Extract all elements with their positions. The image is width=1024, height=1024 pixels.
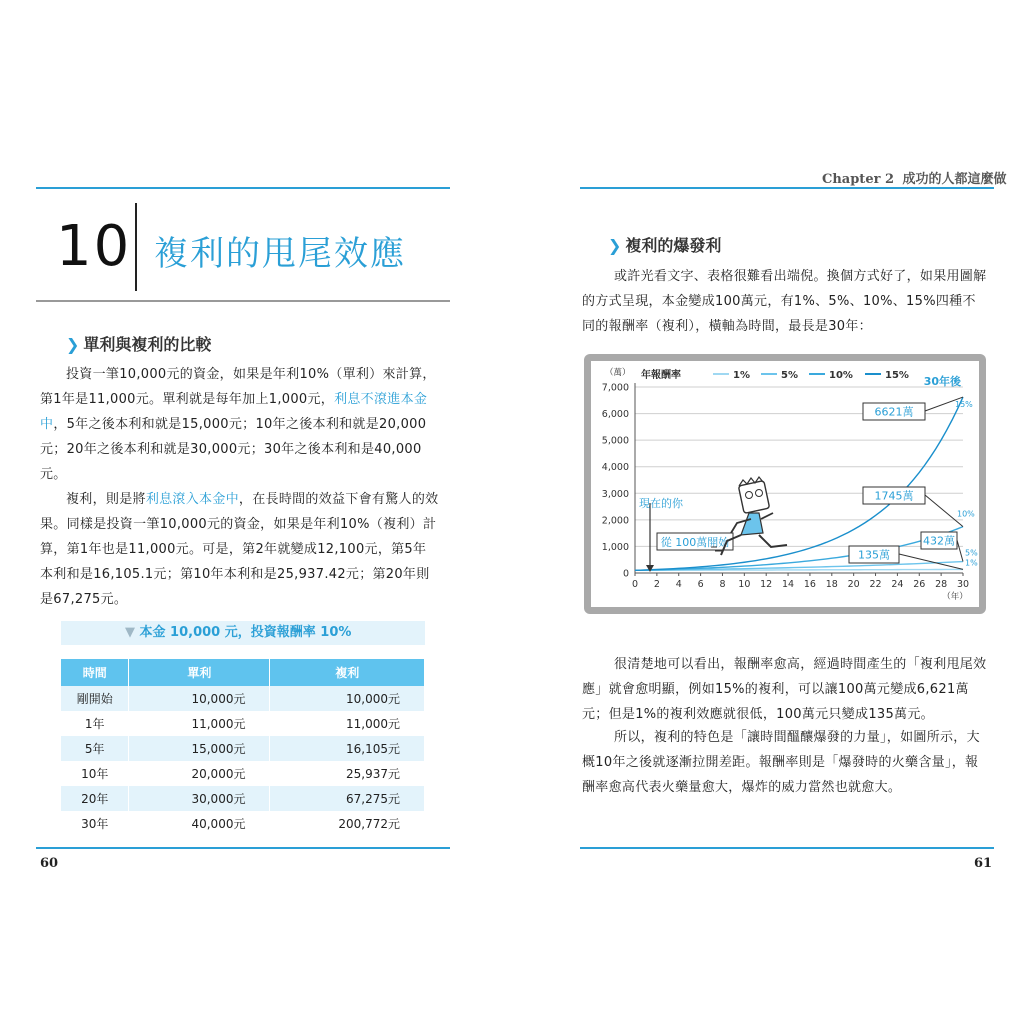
text-line: 中，5年之後本利和就是15,000元；10年之後本利和就是20,000	[40, 417, 427, 432]
text-line: 元；20年之後本利和就是30,000元；30年之後本利和是40,000	[40, 442, 422, 457]
legend-label: 5%	[781, 370, 798, 381]
text-line: 元。	[40, 467, 67, 482]
series-end-label: 10%	[957, 509, 975, 519]
series-end-label: 1%	[965, 558, 978, 568]
text-line: 酬率愈高代表火藥量愈大，爆炸的威力當然也就愈大。	[582, 780, 902, 795]
x-tick-label: 4	[675, 579, 682, 590]
y-unit-label: （萬）	[605, 368, 631, 378]
left-paragraph-2	[40, 487, 452, 612]
y-tick-label: 3,000	[601, 488, 629, 500]
y-tick-label: 1,000	[601, 541, 629, 553]
title-rule	[36, 300, 450, 302]
highlight-text: 利息不滾進本金	[334, 392, 428, 407]
x-tick-label: 14	[782, 579, 795, 590]
comparison-table	[61, 659, 425, 836]
triangle-down-icon: ▼	[125, 625, 135, 640]
text-line: 同的報酬率（複利），橫軸為時間，最長是30年：	[582, 319, 872, 334]
x-tick-label: 10	[738, 579, 751, 590]
chevron-right-icon: ❯	[66, 335, 80, 354]
text-line: 應」就會愈明顯，例如15%的複利，可以讓100萬元變成6,621萬	[582, 682, 969, 697]
annotation-30-years: 30年後	[923, 375, 961, 388]
col-header-simple: 單利	[129, 659, 270, 686]
x-tick-label: 22	[869, 579, 882, 590]
legend-label: 15%	[885, 370, 909, 381]
annotation-now: 現在的你	[639, 497, 683, 510]
y-tick-label: 7,000	[601, 382, 629, 394]
x-tick-label: 0	[631, 579, 639, 590]
text-line: 果。同樣是投資一筆10,000元的資金，如果是年利10%（複利）計	[40, 517, 437, 532]
legend-label: 1%	[733, 370, 750, 381]
annotation-start: 從 100萬開始	[660, 536, 730, 549]
table-row: 20年 30,000元 67,275元	[61, 786, 425, 811]
y-tick-label: 6,000	[601, 409, 629, 421]
series-end-label: 15%	[955, 400, 973, 410]
x-tick-label: 20	[847, 579, 860, 590]
table-header-row	[61, 659, 425, 686]
series-end-label: 5%	[965, 548, 978, 558]
x-tick-label: 6	[697, 579, 704, 590]
table-row: 10年 20,000元 25,937元	[61, 761, 425, 786]
text-line: 或許光看文字、表格很難看出端倪。換個方式好了，如果用圖解	[614, 269, 987, 284]
annotation-6621: 6621萬	[874, 405, 914, 419]
x-tick-label: 8	[719, 579, 726, 590]
x-tick-label: 30	[956, 579, 970, 590]
top-rule-left	[36, 187, 450, 189]
annotation-1745: 1745萬	[874, 489, 914, 503]
text-line: 本利和是16,105.1元；第10年本利和是25,937.42元；第20年則	[40, 567, 430, 582]
table-row: 5年 15,000元 16,105元	[61, 736, 425, 761]
running-head-title: 成功的人都這麼做	[902, 172, 1007, 187]
x-tick-label: 28	[935, 579, 948, 590]
x-tick-label: 26	[913, 579, 926, 590]
chapter-number: 10	[56, 214, 132, 279]
x-tick-label: 12	[760, 579, 773, 590]
right-paragraph-2	[582, 652, 994, 727]
table-row: 1年 11,000元 11,000元	[61, 711, 425, 736]
table-caption: ▼ 本金 10,000 元，投資報酬率 10%	[61, 621, 425, 645]
running-head-chapter: Chapter 2	[822, 172, 895, 187]
col-header-compound: 複利	[270, 659, 425, 686]
text-line: 很清楚地可以看出，報酬率愈高，經過時間產生的「複利甩尾效	[614, 657, 987, 672]
table-row: 30年 40,000元 200,772元	[61, 811, 425, 836]
y-tick-label: 2,000	[601, 515, 629, 527]
x-tick-label: 2	[653, 579, 660, 590]
section-heading-right	[608, 233, 721, 256]
left-paragraph-1	[40, 362, 452, 487]
bottom-rule-right	[580, 847, 994, 849]
x-tick-label: 18	[825, 579, 838, 590]
right-paragraph-1	[582, 264, 994, 339]
text-line: 元；但是1%的複利效應就很低，100萬元只變成135萬元。	[582, 707, 934, 722]
table-row: 剛開始 10,000元 10,000元	[61, 686, 425, 711]
text-line: 第1年是11,000元。單利就是每年加上1,000元，利息不滾進本金	[40, 392, 428, 407]
text-line: 所以，複利的特色是「讓時間醞釀爆發的力量」，如圖所示，大	[614, 730, 980, 745]
text-line: 的方式呈現，本金變成100萬元，有1%、5%、10%、15%四種不	[582, 294, 976, 309]
right-paragraph-3	[582, 725, 994, 800]
x-axis-label: （年）	[942, 592, 968, 602]
annotation-135: 135萬	[858, 548, 890, 562]
section-heading-right-text: 複利的爆發利	[625, 236, 722, 255]
chevron-right-icon: ❯	[608, 236, 622, 255]
compound-interest-chart	[591, 361, 979, 607]
highlight-text: 利息滾入本金中	[145, 492, 239, 507]
col-header-time: 時間	[61, 659, 129, 686]
running-head	[822, 168, 1007, 187]
legend-title: 年報酬率	[641, 370, 681, 381]
x-tick-label: 24	[891, 579, 904, 590]
bottom-rule-left	[36, 847, 450, 849]
text-line: 複利，則是將利息滾入本金中，在長時間的效益下會有驚人的效	[66, 492, 439, 507]
text-line: 是67,275元。	[40, 592, 128, 607]
chapter-title: 複利的甩尾效應	[154, 234, 406, 274]
annotation-432: 432萬	[923, 534, 955, 548]
top-rule-right	[580, 187, 994, 189]
section-heading-left-text: 單利與複利的比較	[83, 335, 212, 354]
chapter-divider	[135, 203, 137, 291]
y-tick-label: 0	[622, 568, 629, 580]
text-line: 算，第1年也是11,000元。可是，第2年就變成12,100元，第5年	[40, 542, 427, 557]
y-tick-label: 5,000	[601, 435, 629, 447]
page-number-right: 61	[974, 856, 993, 871]
text-line: 概10年之後就逐漸拉開差距。報酬率則是「爆發時的火藥含量」，報	[582, 755, 979, 770]
text-line: 投資一筆10,000元的資金，如果是年利10%（單利）來計算，	[66, 367, 436, 382]
x-tick-label: 16	[803, 579, 816, 590]
page-number-left: 60	[40, 856, 59, 871]
legend-label: 10%	[829, 370, 853, 381]
highlight-text: 中	[40, 417, 54, 432]
y-tick-label: 4,000	[601, 462, 629, 474]
section-heading-left	[66, 332, 211, 355]
